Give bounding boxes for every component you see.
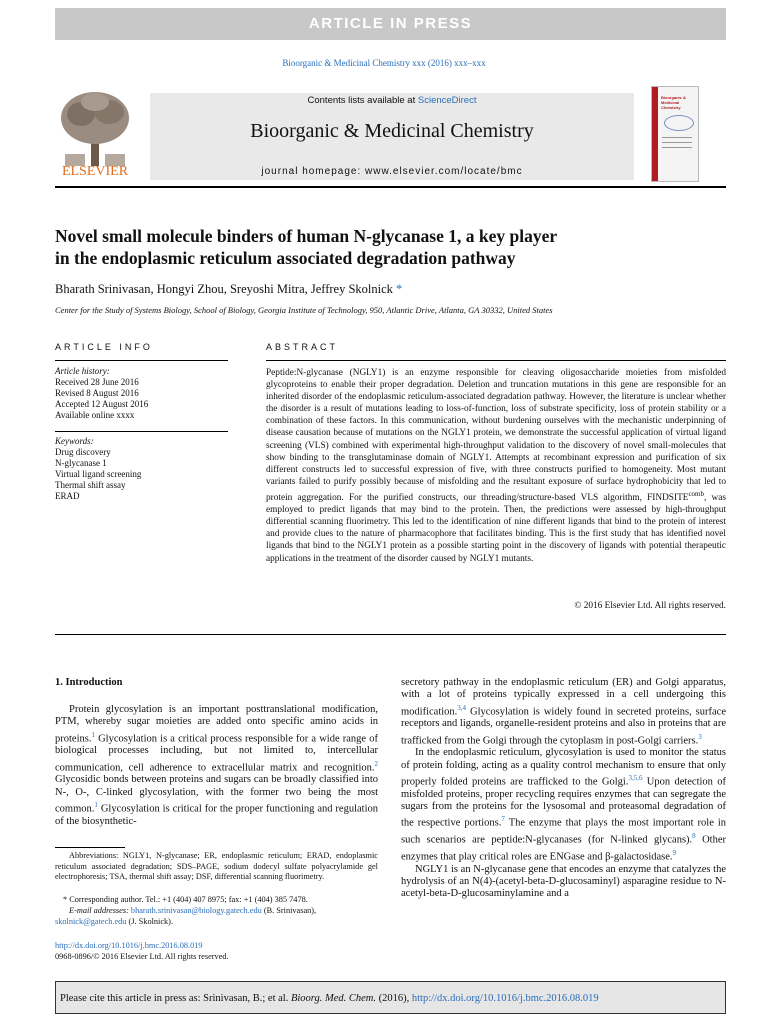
keyword: ERAD (55, 491, 80, 501)
abstract-heading: ABSTRACT (266, 342, 339, 352)
paragraph-text: Upon detection of misfolded proteins, proper recycling requires enzymes that can segregate the sugars from the proteins for the lysosomal and proteasomal degradation of the respective portions. (401, 776, 727, 829)
paragraph-text: Glycosylation is widely found in secreted proteins, surface receptors and ligands, organelle-resident proteins and also in proteins that are trafficked from the Golgi through the cytoplasm in post-Golgi carriers. (401, 706, 726, 747)
email-name-srinivasan: (B. Srinivasan), (261, 906, 317, 915)
elsevier-logo (55, 88, 135, 182)
keywords (55, 436, 228, 502)
contents-prefix: Contents lists available at (307, 95, 418, 106)
sciencedirect-link[interactable]: ScienceDirect (417, 95, 477, 106)
keyword: N-glycanase 1 (55, 458, 107, 468)
doi-link[interactable]: http://dx.doi.org/10.1016/j.bmc.2016.08.019 (55, 941, 203, 950)
title-line-1: Novel small molecule binders of human N-glycanase 1, a key player (55, 226, 558, 246)
history-accepted: Accepted 12 August 2016 (55, 399, 149, 409)
authors (55, 282, 402, 297)
title-line-2: in the endoplasmic reticulum associated degradation pathway (55, 248, 516, 268)
contents-line (150, 95, 634, 106)
intro-paragraph-3 (401, 747, 726, 863)
article-info-heading: ARTICLE INFO (55, 342, 153, 352)
keyword: Thermal shift assay (55, 480, 126, 490)
email-link-srinivasan[interactable]: bharath.srinivasan@biology.gatech.edu (130, 906, 262, 915)
abstract-copyright: © 2016 Elsevier Ltd. All rights reserved. (574, 601, 726, 611)
article-in-press-banner: ARTICLE IN PRESS (55, 8, 726, 40)
email-link-skolnick[interactable]: skolnick@gatech.edu (55, 916, 127, 926)
abstract-part-2: , was employed to predict ligands that may bind to the protein. Then, the predictions were assessed by high-throughput differential scanning fluorimetry. This led to the identification of nine different ligands that bind to the protein of interest and provide clues to the nature of pharmacophore that facilitates binding. This is the first study that has identified novel ligands that bind to the NGLY1 protein as a possible starting point in the discovery of ligands with potential therapeutic applications in the treatment of the disorder caused by NGLY1 mutants. (266, 493, 726, 564)
citation-box (55, 981, 726, 1014)
intro-paragraph-4 (401, 864, 726, 901)
abstract-text (266, 367, 726, 565)
journal-reference-link[interactable]: Bioorganic & Medicinal Chemistry xxx (2016) xxx–xxx (282, 58, 486, 68)
cite-prefix: Please cite this article in press as: Srinivasan, B.; et al. (60, 993, 291, 1004)
citation-ref[interactable]: 9 (672, 849, 677, 858)
cite-year: (2016), (376, 993, 412, 1004)
paragraph-text: The enzyme that plays the most important role in such scenarios are peptide:N-glycanases (for N-linked glycans). (401, 817, 726, 846)
history-revised: Revised 8 August 2016 (55, 388, 139, 398)
cover-line (662, 142, 692, 143)
paragraph-text: secretory pathway in the endoplasmic reticulum (ER) and Golgi apparatus, with a lot of proteins typically expressed in a cell undergoing this modification. (401, 677, 726, 718)
abstract-superscript: comb (688, 489, 704, 498)
cover-graphic (664, 115, 694, 131)
article-title (55, 225, 695, 269)
cover-line (662, 147, 692, 148)
email-label: E-mail addresses: (69, 906, 131, 915)
abstract-bottom-rule (55, 634, 726, 635)
history-received: Received 28 June 2016 (55, 377, 139, 387)
abbreviations-footnote: Abbreviations: NGLY1, N-glycanase; ER, endoplasmic reticulum; ERAD, endoplasmic reticulum associated degradation; SDS–PAGE, sodium dodecyl sulfate polyacrylamide gel electrophoresis; TSA, thermal shift assay; DSF, differential scanning fluorimetry. (55, 851, 378, 881)
cover-spine (652, 87, 658, 181)
article-info-rule (55, 360, 228, 361)
paragraph-text: Protein glycosylation is an important posttranslational modification, PTM, whereby sugar moieties are added onto specific amino acids in proteins. (55, 704, 378, 745)
intro-paragraph-1 (55, 704, 378, 828)
footnote-rule (55, 847, 125, 848)
citation-ref[interactable]: 3,5,6 (628, 774, 643, 783)
citation-ref[interactable]: 3 (698, 732, 702, 741)
citation-ref[interactable]: 2 (374, 759, 378, 768)
paragraph-text: Glycosylation is a critical process responsible for a wide range of biological processes including, but not limited to, intercellular communication, cell adherence to extracellular matrix and recognition. (55, 733, 378, 774)
journal-cover-image (651, 86, 699, 182)
paragraph-text: In the endoplasmic reticulum, glycosylation is used to monitor the status of protein folding, acting as a quality control mechanism to ensure that only properly folded proteins are trafficked to the Golgi. (401, 747, 726, 788)
email-footnote (55, 906, 378, 927)
abstract-part-1: Peptide:N-glycanase (NGLY1) is an enzyme responsible for cleaving oligosaccharide moieties from misfolded glycoproteins to enable their proper degradation. Deletion and truncation mutations in this gene are responsible for an inherited disorder of the endoplasmic reticulum-associated degradation pathway. However, the literature is unclear whether the disorder is a result of mutations leading to loss-of-function, loss of substrate specificity, loss of protein stability or a combination of these factors. In this communication, without burdening ourselves with the mechanistic underpinning of disease causation because of mutations on the NGLY1 protein, we demonstrate the successful application of virtual ligand screening (VLS) combined with experimental high-throughput validation to the discovery of novel small-molecules that show binding to the transglutaminase domain of NGLY1. Attempts at recombinant expression and purification of six different constructs led to successful expression of five, with three constructs purified to homogeneity. Most mutant variants failed to purify possibly because of misfolding and the resultant exposure of surface hydrophobicity that led to protein aggregation. For the purified constructs, our threading/structure-based VLS algorithm, FINDSITE (266, 368, 726, 504)
author-list: Bharath Srinivasan, Hongyi Zhou, Sreyoshi Mitra, Jeffrey Skolnick (55, 282, 393, 296)
section-heading-introduction: 1. Introduction (55, 677, 123, 688)
right-column (401, 677, 726, 901)
corresponding-author-mark[interactable]: * (396, 282, 403, 296)
corresponding-author-footnote: * Corresponding author. Tel.: +1 (404) 407 8975; fax: +1 (404) 385 7478. (63, 895, 308, 904)
history-label: Article history: (55, 366, 110, 376)
article-history (55, 366, 228, 421)
keywords-label: Keywords: (55, 436, 94, 446)
citation-ref[interactable]: 7 (501, 815, 505, 824)
cite-doi-link[interactable]: http://dx.doi.org/10.1016/j.bmc.2016.08.019 (411, 993, 599, 1004)
keyword: Virtual ligand screening (55, 469, 142, 479)
journal-homepage[interactable]: journal homepage: www.elsevier.com/locate/bmc (261, 166, 523, 177)
cite-journal: Bioorg. Med. Chem. (290, 993, 377, 1004)
cover-title: Bioorganic & Medicinal Chemistry (661, 95, 686, 110)
abstract-rule (266, 360, 726, 361)
cover-line (662, 137, 692, 138)
history-online: Available online xxxx (55, 410, 135, 420)
keyword: Drug discovery (55, 447, 111, 457)
paragraph-text: NGLY1 is an N-glycanase gene that encodes an enzyme that catalyzes the hydrolysis of an N(4)-(acetyl-beta-D-glucosaminyl) asparagine residue to N-acetyl-beta-D-glucosaminylamine and a (401, 863, 726, 900)
citation-ref[interactable]: 3,4 (457, 703, 467, 712)
elsevier-wordmark: ELSEVIER (61, 164, 129, 179)
journal-name: Bioorganic & Medicinal Chemistry (250, 120, 534, 142)
citation-ref[interactable]: 1 (91, 730, 95, 739)
paragraph-text: Glycosylation is critical for the proper functioning and regulation of the biosynthetic- (55, 803, 378, 827)
paragraph-text: Glycosidic bonds between proteins and sugars can be broadly classified into N-, O-, C-linked glycosylation, with the former two being the most common. (55, 774, 378, 815)
affiliation: Center for the Study of Systems Biology, School of Biology, Georgia Institute of Technology, 950, Atlantic Drive, Atlanta, GA 30332, United States (55, 305, 553, 315)
citation-ref[interactable]: 1 (94, 801, 98, 810)
intro-paragraph-2 (401, 677, 726, 747)
paragraph-text: Other enzymes that play critical roles are ENGase and β-galactosidase. (401, 834, 726, 863)
issn-line: 0968-0896/© 2016 Elsevier Ltd. All rights reserved. (55, 952, 229, 961)
citation-ref[interactable]: 8 (692, 832, 696, 841)
keywords-rule (55, 431, 228, 432)
header-rule (55, 186, 726, 188)
email-name-skolnick: (J. Skolnick). (126, 916, 174, 926)
